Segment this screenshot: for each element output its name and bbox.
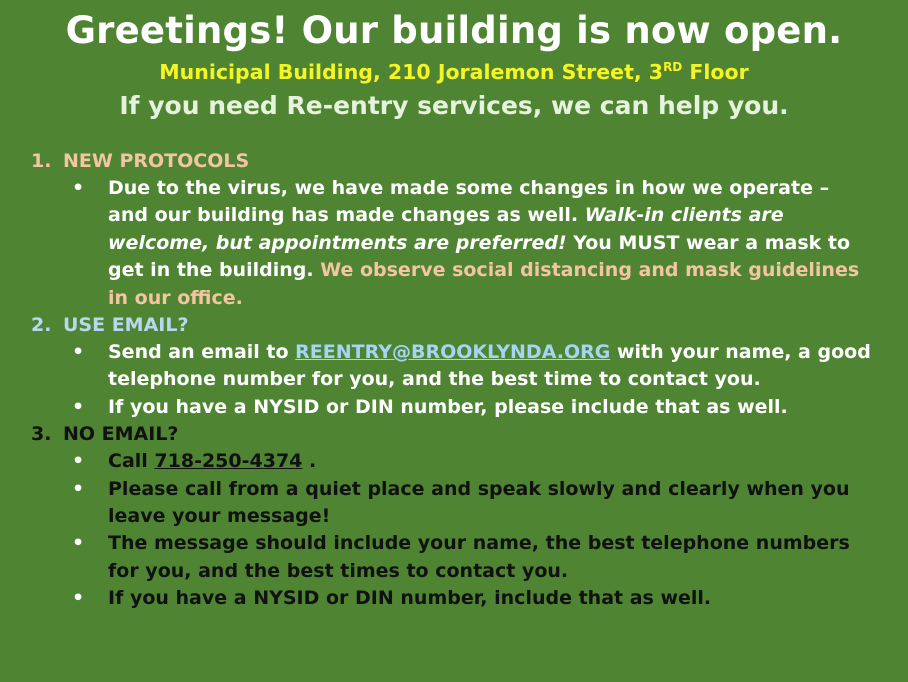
nysid-text-2: If you have a NYSID or DIN number, include that as well. [108,587,712,610]
email-link[interactable]: REENTRY@BROOKLYNDA.ORG [295,341,611,364]
message-text: The message should include your name, the best telephone numbers for you, and the best times to contact you. [108,532,850,582]
call-text: Call [108,450,155,473]
section-title: NEW PROTOCOLS [63,150,250,172]
list-item [0,339,908,394]
list-item [0,448,908,475]
section-number: 1. [31,150,52,172]
bullet-icon: • [72,450,85,473]
quiet-place-text: Please call from a quiet place and speak slowly and clearly when you leave your message! [108,477,850,528]
list-item [0,476,908,531]
section-heading-protocols [0,148,908,175]
bullet-icon: • [72,177,85,199]
section-number: 2. [31,314,52,337]
list-item [0,585,908,612]
bullet-icon: • [72,395,85,418]
section-number: 3. [31,423,52,446]
section-title: NO EMAIL? [63,423,179,446]
address-ordinal: RD [663,60,683,74]
email-intro: Send an email to [108,341,296,364]
header [0,0,908,124]
nysid-text: If you have a NYSID or DIN number, please include that as well. [108,395,788,418]
list-item [0,394,908,421]
walkin-text: Walk-in clients are welcome, but appointments are preferred! [108,204,784,254]
address-floor: Floor [682,60,749,84]
bullet-icon: • [72,587,85,610]
help-line: If you need Re-entry services, we can help you. [119,91,789,120]
list-item [0,530,908,585]
page-title: Greetings! Our building is now open. [65,9,843,52]
list-item [0,175,908,312]
call-suffix: . [302,450,317,473]
mask-text: You MUST wear a mask to get in the building. [108,231,851,282]
address-line [0,54,908,86]
distancing-text: We observe social distancing and mask guidelines in our office. [108,259,860,309]
bullet-icon: • [72,532,85,555]
address-text: Municipal Building, 210 Joralemon Street, 3 [159,60,664,84]
bullet-icon: • [72,341,85,364]
bullet-icon: • [72,477,85,500]
sections [0,148,908,613]
protocols-text: Due to the virus, we have made some changes in how we operate – and our building has made changes as well. [108,177,830,227]
phone-link[interactable]: 718-250-4374 [154,450,303,473]
section-title: USE EMAIL? [63,314,189,337]
email-details: with your name, a good telephone number for you, and the best time to contact you. [108,341,871,391]
section-heading-email [0,312,908,339]
section-heading-no-email [0,421,908,448]
